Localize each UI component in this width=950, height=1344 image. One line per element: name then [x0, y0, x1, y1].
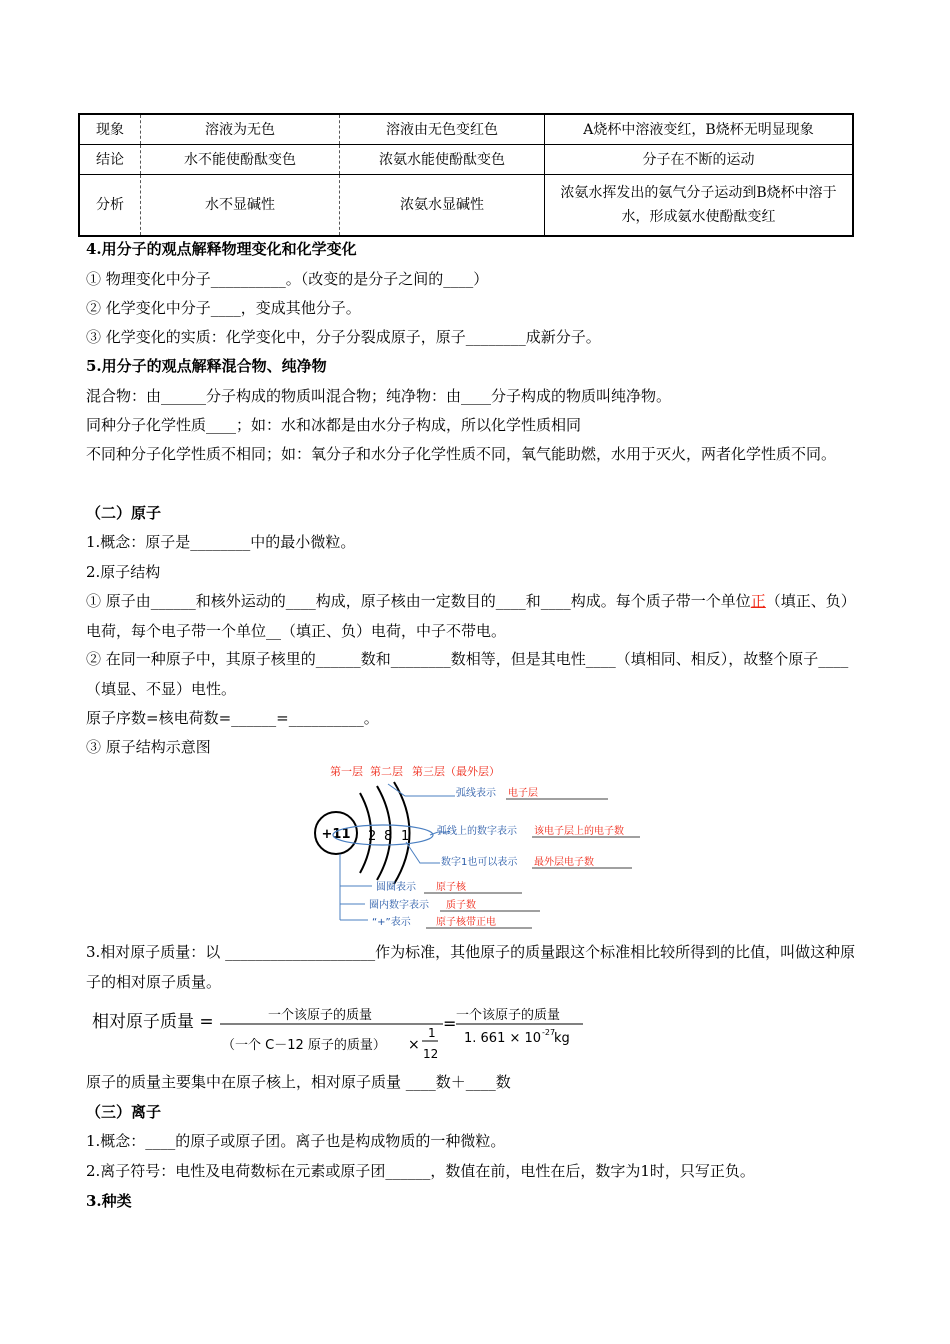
table-cell: 分析: [79, 175, 141, 237]
section-heading: 5.用分子的观点解释混合物、纯净物: [86, 357, 327, 375]
table-cell: 浓氨水显碱性: [340, 175, 545, 237]
annotation-label: 圆圈表示: [376, 882, 416, 893]
annotation-label: “+”表示: [372, 917, 411, 928]
table-cell: 水不能使酚酞变色: [141, 145, 340, 175]
layer-label: 第一层: [330, 765, 363, 778]
annotation-answer: 该电子层上的电子数: [534, 826, 624, 837]
paragraph: 2.离子符号：电性及电荷数标在元素或原子团______，数值在前，电性在后，数字为1时，只写正负。: [86, 1162, 755, 1180]
observation-table: [78, 113, 854, 237]
paragraph: 3.相对原子质量：以 ____________________作为标准，其他原子的质量跟这个标准相比较所得到的比值，叫做这种原子的相对原子质量。: [86, 943, 856, 991]
annotation-answer: 原子核: [436, 882, 466, 893]
paragraph: 原子序数=核电荷数=______=__________。: [86, 709, 379, 727]
text-span: ① 原子由______和核外运动的____构成，原子核由一定数目的____和____构成。每个质子带一个单位: [86, 592, 751, 610]
paragraph: ① 物理变化中分子__________。（改变的是分子之间的____）: [86, 270, 489, 288]
formula-unit: kg: [554, 1031, 570, 1046]
electron-count: 1: [401, 829, 410, 844]
table-cell: 水不显碱性: [141, 175, 340, 237]
nucleus-label: +11: [321, 827, 351, 842]
table-cell: 浓氨水挥发出的氨气分子运动到B烧杯中溶于水，形成氨水使酚酞变红: [545, 175, 854, 237]
formula-numerator: 一个该原子的质量: [456, 1008, 561, 1023]
leader-line: [406, 842, 440, 863]
paragraph: 3.种类: [86, 1192, 132, 1210]
formula-times: ×: [408, 1037, 420, 1053]
text-span: （填正、负）电荷，每个电子带一个单位__（填正、负）电荷，中子不带电。: [86, 592, 856, 640]
paragraph: 同种分子化学性质____；如：水和冰都是由水分子构成，所以化学性质相同: [86, 416, 582, 434]
annotation-answer: 最外层电子数: [534, 857, 594, 868]
formula-fraction-den: 12: [423, 1047, 439, 1061]
layer-label: 第二层: [370, 765, 403, 778]
formula-equals: =: [443, 1014, 457, 1033]
section-heading: 4.用分子的观点解释物理变化和化学变化: [86, 240, 357, 258]
section-heading: （二）原子: [86, 504, 162, 522]
relative-mass-formula: [88, 1000, 588, 1066]
electron-count: 8: [384, 829, 393, 844]
paragraph: ② 在同一种原子中，其原子核里的______数和________数相等，但是其电性____（填相同、相反），故整个原子____（填显、不显）电性。: [86, 650, 849, 698]
table-row: [79, 145, 853, 175]
table-cell: 浓氨水能使酚酞变色: [340, 145, 545, 175]
paragraph: 原子的质量主要集中在原子核上，相对原子质量 ____数＋____数: [86, 1073, 511, 1091]
table-row: [79, 114, 853, 145]
annotation-answer: 原子核带正电: [436, 917, 496, 928]
formula-lhs: 相对原子质量 =: [92, 1012, 214, 1032]
table-row: [79, 175, 853, 237]
formula-denominator: （一个 C－12 原子的质量）: [222, 1038, 386, 1053]
table-cell: 溶液由无色变红色: [340, 114, 545, 145]
annotation-answer: 电子层: [508, 788, 538, 799]
table-cell: 现象: [79, 114, 141, 145]
formula-exponent: -27: [542, 1028, 556, 1037]
filled-answer: 正: [750, 592, 766, 610]
formula-denominator: 1. 661 × 10: [464, 1031, 542, 1046]
annotation-answer: 质子数: [446, 900, 476, 911]
table-cell: 溶液为无色: [141, 114, 340, 145]
annotation-label: 数字1也可以表示: [441, 857, 518, 868]
paragraph: ③ 化学变化的实质：化学变化中，分子分裂成原子，原子________成新分子。: [86, 328, 601, 346]
electron-count: 2: [368, 829, 377, 844]
paragraph: 2.原子结构: [86, 563, 161, 581]
table-cell: A烧杯中溶液变红，B烧杯无明显现象: [545, 114, 854, 145]
paragraph: ② 化学变化中分子____，变成其他分子。: [86, 299, 361, 317]
annotation-label: 圈内数字表示: [369, 900, 429, 911]
paragraph: 混合物：由______分子构成的物质叫混合物；纯净物：由____分子构成的物质叫纯净物。: [86, 387, 672, 405]
section-heading: （三）离子: [86, 1103, 162, 1121]
paragraph: 不同种分子化学性质不相同；如：氧分子和水分子化学性质不同，氧气能助燃，水用于灭火，两者化学性质不同。: [86, 445, 837, 463]
paragraph: 1.概念：____的原子或原子团。离子也是构成物质的一种微粒。: [86, 1132, 506, 1150]
annotation-label: 弧线上的数字表示: [437, 826, 517, 837]
annotation-label: 弧线表示: [456, 788, 496, 799]
paragraph: 1.概念：原子是________中的最小微粒。: [86, 533, 356, 551]
table-cell: 结论: [79, 145, 141, 175]
formula-numerator: 一个该原子的质量: [268, 1008, 373, 1023]
layer-label: 第三层（最外层）: [412, 765, 500, 778]
formula-fraction-num: 1: [428, 1026, 436, 1040]
table-cell: 分子在不断的运动: [545, 145, 854, 175]
paragraph: [86, 586, 861, 646]
paragraph: ③ 原子结构示意图: [86, 738, 211, 756]
atom-structure-diagram: [310, 760, 650, 935]
